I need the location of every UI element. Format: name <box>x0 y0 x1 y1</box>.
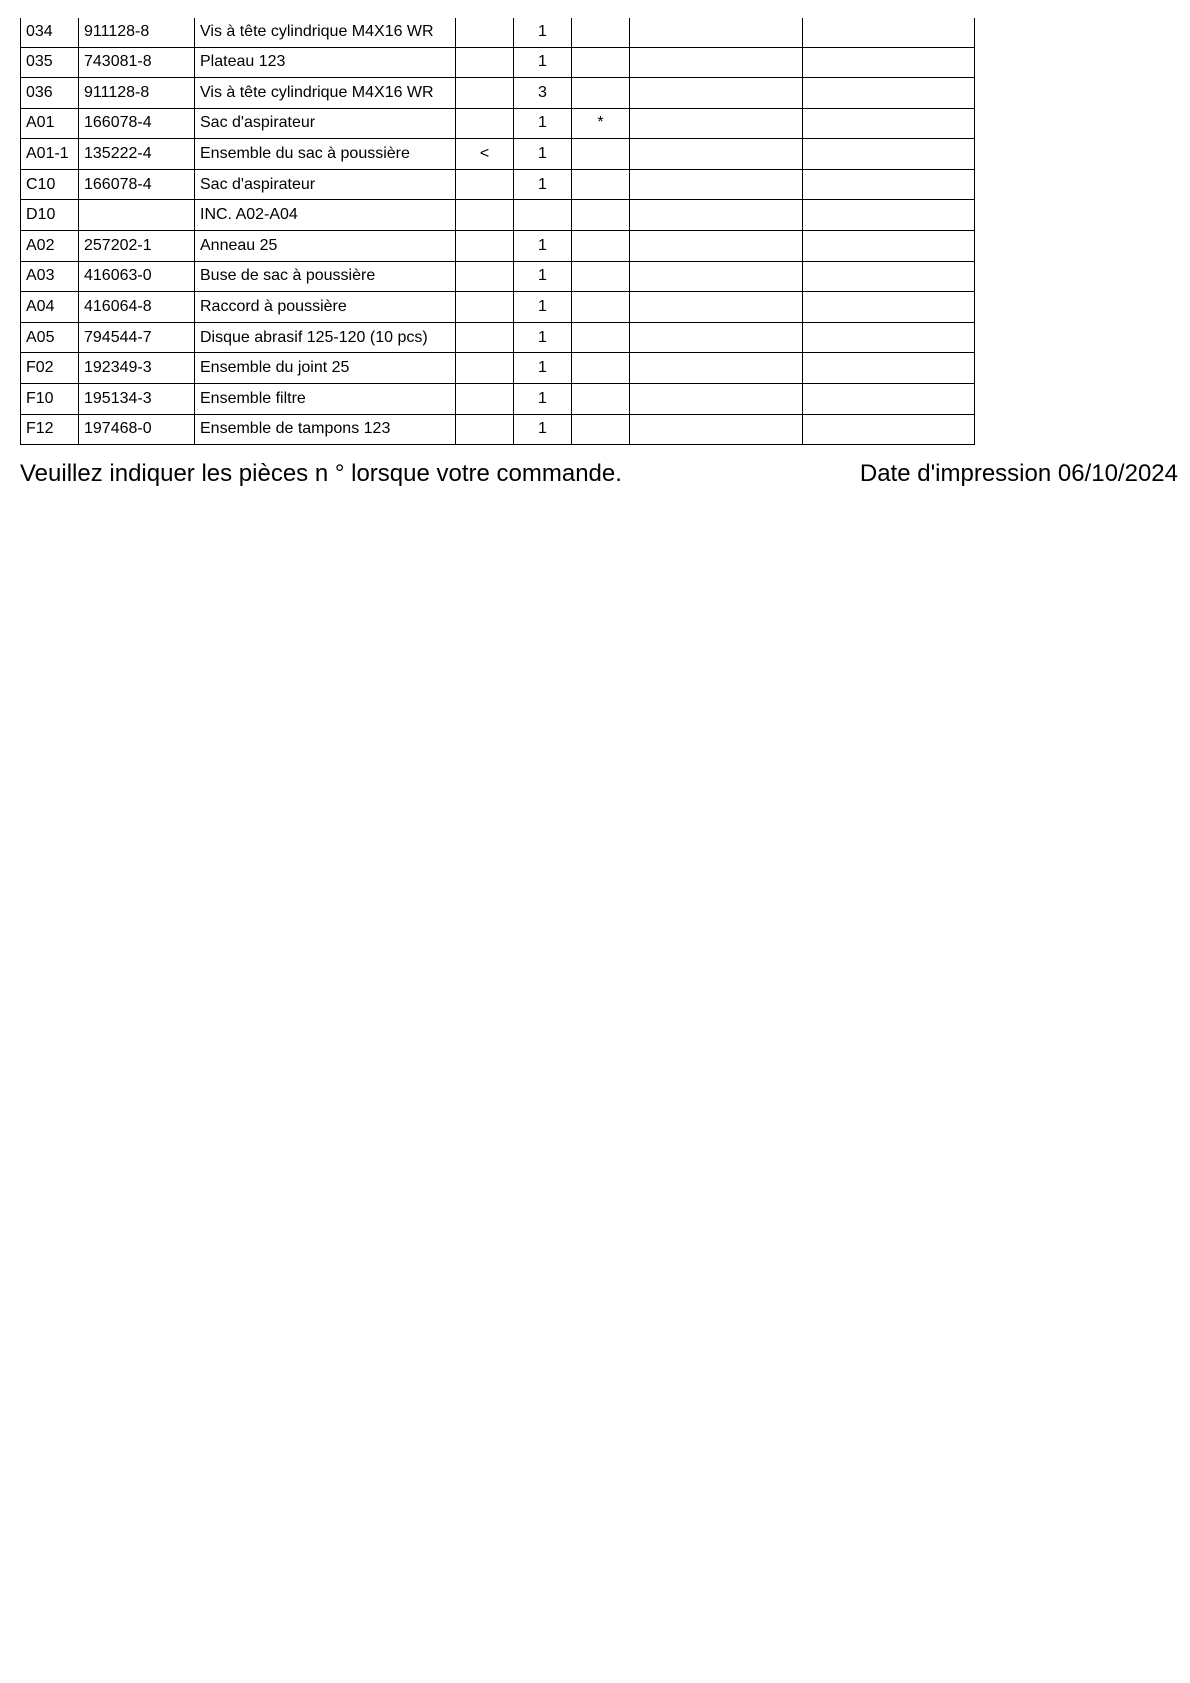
table-row <box>21 200 975 231</box>
quantity-cell: 1 <box>514 322 572 353</box>
part-number-cell: 135222-4 <box>79 139 195 170</box>
description-cell: Ensemble du sac à poussière <box>195 139 456 170</box>
part-number-cell: 743081-8 <box>79 47 195 78</box>
blank-cell-a <box>630 261 803 292</box>
note-cell <box>572 353 630 384</box>
flag-cell <box>456 169 514 200</box>
part-number-cell: 166078-4 <box>79 108 195 139</box>
description-cell: Plateau 123 <box>195 47 456 78</box>
part-number-cell: 416064-8 <box>79 292 195 323</box>
item-number-cell: F12 <box>21 414 79 445</box>
parts-table <box>20 18 975 445</box>
table-row <box>21 139 975 170</box>
item-number-cell: 035 <box>21 47 79 78</box>
part-number-cell: 166078-4 <box>79 169 195 200</box>
blank-cell-b <box>803 139 975 170</box>
blank-cell-b <box>803 169 975 200</box>
table-row <box>21 47 975 78</box>
quantity-cell: 1 <box>514 231 572 262</box>
item-number-cell: F02 <box>21 353 79 384</box>
description-cell: Sac d'aspirateur <box>195 169 456 200</box>
blank-cell-a <box>630 353 803 384</box>
flag-cell: < <box>456 139 514 170</box>
part-number-cell <box>79 200 195 231</box>
flag-cell <box>456 108 514 139</box>
flag-cell <box>456 261 514 292</box>
blank-cell-a <box>630 78 803 109</box>
note-cell <box>572 47 630 78</box>
blank-cell-a <box>630 47 803 78</box>
description-cell: Ensemble du joint 25 <box>195 353 456 384</box>
table-row <box>21 414 975 445</box>
part-number-cell: 911128-8 <box>79 78 195 109</box>
description-cell: Sac d'aspirateur <box>195 108 456 139</box>
description-cell: INC. A02-A04 <box>195 200 456 231</box>
part-number-cell: 192349-3 <box>79 353 195 384</box>
flag-cell <box>456 18 514 47</box>
quantity-cell: 1 <box>514 18 572 47</box>
description-cell: Ensemble de tampons 123 <box>195 414 456 445</box>
part-number-cell: 911128-8 <box>79 18 195 47</box>
note-cell <box>572 261 630 292</box>
quantity-cell: 3 <box>514 78 572 109</box>
blank-cell-b <box>803 108 975 139</box>
order-instruction: Veuillez indiquer les pièces n ° lorsque votre commande. <box>20 460 622 487</box>
blank-cell-b <box>803 18 975 47</box>
description-cell: Ensemble filtre <box>195 384 456 415</box>
flag-cell <box>456 322 514 353</box>
item-number-cell: A01 <box>21 108 79 139</box>
flag-cell <box>456 292 514 323</box>
parts-table-body <box>21 18 975 445</box>
description-cell: Buse de sac à poussière <box>195 261 456 292</box>
blank-cell-a <box>630 200 803 231</box>
description-cell: Anneau 25 <box>195 231 456 262</box>
part-number-cell: 416063-0 <box>79 261 195 292</box>
flag-cell <box>456 200 514 231</box>
table-row <box>21 384 975 415</box>
blank-cell-b <box>803 78 975 109</box>
item-number-cell: A03 <box>21 261 79 292</box>
note-cell <box>572 18 630 47</box>
table-row <box>21 322 975 353</box>
table-row <box>21 231 975 262</box>
quantity-cell: 1 <box>514 353 572 384</box>
description-cell: Raccord à poussière <box>195 292 456 323</box>
blank-cell-b <box>803 200 975 231</box>
table-row <box>21 169 975 200</box>
blank-cell-b <box>803 231 975 262</box>
blank-cell-a <box>630 322 803 353</box>
quantity-cell: 1 <box>514 292 572 323</box>
flag-cell <box>456 78 514 109</box>
blank-cell-a <box>630 169 803 200</box>
blank-cell-a <box>630 414 803 445</box>
item-number-cell: F10 <box>21 384 79 415</box>
blank-cell-a <box>630 108 803 139</box>
blank-cell-a <box>630 384 803 415</box>
item-number-cell: A02 <box>21 231 79 262</box>
table-row <box>21 261 975 292</box>
note-cell <box>572 200 630 231</box>
blank-cell-a <box>630 139 803 170</box>
blank-cell-b <box>803 261 975 292</box>
part-number-cell: 195134-3 <box>79 384 195 415</box>
note-cell <box>572 384 630 415</box>
part-number-cell: 794544-7 <box>79 322 195 353</box>
blank-cell-a <box>630 18 803 47</box>
item-number-cell: 034 <box>21 18 79 47</box>
description-cell: Disque abrasif 125-120 (10 pcs) <box>195 322 456 353</box>
quantity-cell: 1 <box>514 384 572 415</box>
item-number-cell: A05 <box>21 322 79 353</box>
blank-cell-b <box>803 292 975 323</box>
blank-cell-b <box>803 414 975 445</box>
blank-cell-b <box>803 322 975 353</box>
quantity-cell: 1 <box>514 139 572 170</box>
description-cell: Vis à tête cylindrique M4X16 WR <box>195 78 456 109</box>
table-row <box>21 353 975 384</box>
quantity-cell: 1 <box>514 414 572 445</box>
item-number-cell: A04 <box>21 292 79 323</box>
note-cell <box>572 322 630 353</box>
quantity-cell: 1 <box>514 169 572 200</box>
blank-cell-b <box>803 47 975 78</box>
table-row <box>21 292 975 323</box>
item-number-cell: C10 <box>21 169 79 200</box>
description-cell: Vis à tête cylindrique M4X16 WR <box>195 18 456 47</box>
part-number-cell: 197468-0 <box>79 414 195 445</box>
quantity-cell: 1 <box>514 108 572 139</box>
note-cell <box>572 169 630 200</box>
note-cell <box>572 139 630 170</box>
print-date: Date d'impression 06/10/2024 <box>859 460 1178 487</box>
quantity-cell <box>514 200 572 231</box>
table-row <box>21 78 975 109</box>
flag-cell <box>456 231 514 262</box>
table-row <box>21 108 975 139</box>
item-number-cell: A01-1 <box>21 139 79 170</box>
blank-cell-a <box>630 292 803 323</box>
blank-cell-b <box>803 353 975 384</box>
quantity-cell: 1 <box>514 47 572 78</box>
part-number-cell: 257202-1 <box>79 231 195 262</box>
flag-cell <box>456 47 514 78</box>
blank-cell-a <box>630 231 803 262</box>
item-number-cell: D10 <box>21 200 79 231</box>
item-number-cell: 036 <box>21 78 79 109</box>
note-cell <box>572 292 630 323</box>
flag-cell <box>456 414 514 445</box>
note-cell <box>572 414 630 445</box>
flag-cell <box>456 384 514 415</box>
note-cell <box>572 231 630 262</box>
quantity-cell: 1 <box>514 261 572 292</box>
flag-cell <box>456 353 514 384</box>
note-cell: * <box>572 108 630 139</box>
table-row <box>21 18 975 47</box>
blank-cell-b <box>803 384 975 415</box>
note-cell <box>572 78 630 109</box>
